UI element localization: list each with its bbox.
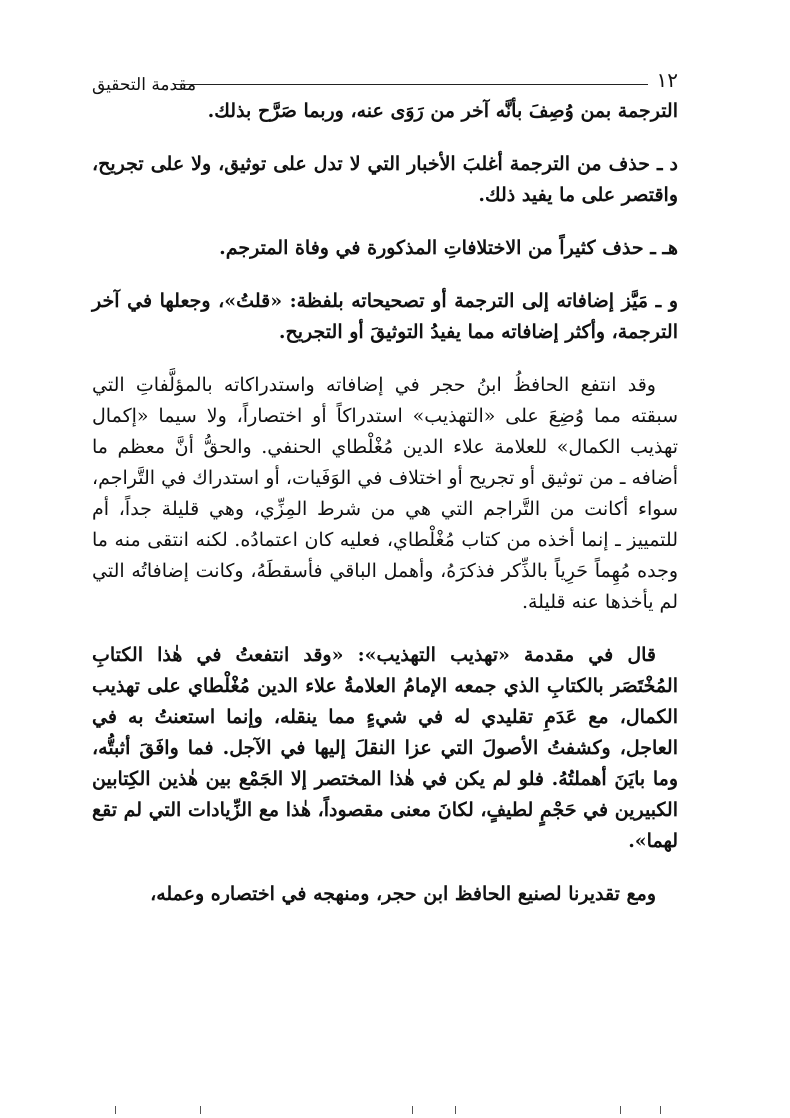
page-body xyxy=(92,96,678,925)
paragraph-item-d: د ـ حذف من الترجمة أغلبَ الأخبار التي لا تدل على توثيق، ولا على تجريح، واقتصر على ما يفيد ذلك. xyxy=(92,153,678,206)
header-rule xyxy=(174,84,648,85)
page-number: ١٢ xyxy=(656,68,678,92)
running-title: مقدمة التحقيق xyxy=(92,75,197,95)
paragraph-quote: قال في مقدمة «تهذيب التهذيب»: «وقد انتفعتُ في هٰذا الكتابِ المُخْتَصَر بالكتابِ الذي جمعه الإمامُ العلامةُ علاء الدين مُغْلْطاي على تهذيب الكمال، مع عَدَمِ تقليدي له في شيءٍ مما ينقله، وإنما استعنتُ به في العاجل، وكشفتُ الأصولَ التي عزا النقلَ إليها في الآجل. فما وافَقَ أثبتُّه، وما بايَنَ أهملتُهُ. فلو لم يكن في هٰذا المختصر إلا الجَمْع بين هٰذين الكِتابين الكبيرين في حَجْمٍ لطيفٍ، لكانَ معنى مقصوداً، هٰذا مع الزِّيادات التي لم تقع لهما». xyxy=(92,644,678,852)
paragraph-closing: ومع تقديرنا لصنيع الحافظ ابن حجر، ومنهجه في اختصاره وعمله، xyxy=(150,883,656,905)
scan-artifacts xyxy=(60,1104,730,1114)
paragraph-item-w: و ـ مَيَّز إضافاته إلى الترجمة أو تصحيحاته بلفظة: «قلتُ»، وجعلها في آخر الترجمة، وأكثر إضافاته مما يفيدُ التوثيقَ أو التجريح. xyxy=(92,290,678,343)
paragraph-continuation: الترجمة بمن وُصِفَ بأنَّه آخر من رَوَى عنه، وربما صَرَّح بذلك. xyxy=(207,100,678,122)
paragraph-ibn-hajar: وقد انتفع الحافظُ ابنُ حجر في إضافاته واستدراكاته بالمؤلَّفاتِ التي سبقته مما وُضِعَ على «التهذيب» استدراكاً أو اختصاراً، ولا سيما «إكمال تهذيب الكمال» للعلامة علاء الدين مُغْلْطاي الحنفي. والحقُّ أنَّ معظم ما أضافه ـ من توثيق أو تجريح أو اختلاف في الوَفَيات، أو استدراك في التَّراجم، سواء أكانت من التَّراجم التي هي من شرط المِزِّي، وهي قليلة جداً، أم للتمييز ـ إنما أخذه من كتاب مُغْلْطاي، فعليه كان اعتمادُه. لكنه انتقى منه ما وجده مُهِماً حَرِياً بالذِّكر فذكرَهُ، وأهمل الباقي فأسقطَهُ، وكانت إضافاتُه التي لم يأخذها عنه قليلة. xyxy=(92,374,678,613)
page-header xyxy=(92,68,678,96)
paragraph-item-h: هـ ـ حذف كثيراً من الاختلافاتِ المذكورة في وفاة المترجم. xyxy=(219,237,678,259)
